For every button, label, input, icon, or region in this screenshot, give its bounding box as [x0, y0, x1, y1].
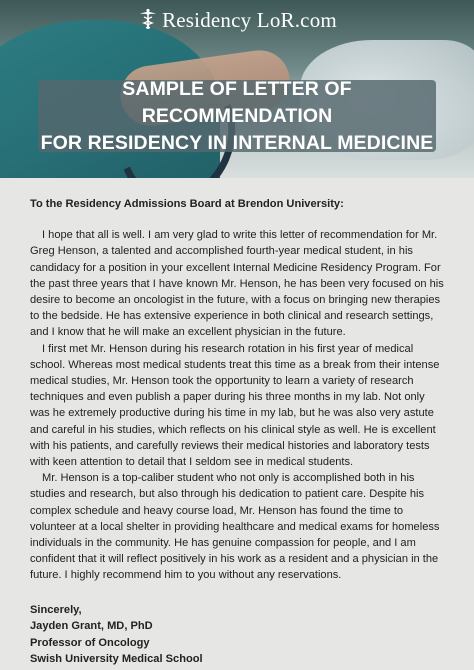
letter-closing: Sincerely,	[30, 603, 82, 616]
letter-salutation: To the Residency Admissions Board at Brendon University:	[30, 198, 344, 210]
title-line-1: SAMPLE OF LETTER OF RECOMMENDATION	[122, 77, 352, 127]
site-logo[interactable]	[0, 8, 474, 36]
page-title	[38, 77, 436, 154]
letter-signature	[30, 602, 446, 668]
letter-paragraph-3: Mr. Henson is a top-caliber student who not only is accomplished both in his studies and research, but also through his dedication to patient care. Despite his complex schedule and heavy course load, Mr. Henson has found the time to volunteer at a local shelter in providing healthcare and medical exams for homeless individuals in the community. He has genuine compassion for people, and I am confident that it will reflect positively in his work as a resident and a physician in the future. I highly recommend him to you without any reservations.	[30, 472, 440, 582]
header-photo	[0, 0, 474, 178]
logo-text: Residency LoR.com	[162, 8, 337, 32]
title-line-2: FOR RESIDENCY IN INTERNAL MEDICINE	[40, 131, 434, 154]
signer-institution: Swish University Medical School	[30, 653, 203, 666]
letter-paragraph-1: I hope that all is well. I am very glad to write this letter of recommendation for Mr. Greg Henson, a talented and accomplished fourth-year medical student, in his candidacy for a position in your excellent Internal Medicine Residency Program. For the past three years that I have known Mr. Henson, he has been very focused on his desire to become an oncologist in the future, with a focus on bringing new therapies to the bedside. He has extensive experience in both clinical and research settings, and I know that he will make an excellent physician in the future.	[30, 229, 444, 339]
letter-paragraph-2: I first met Mr. Henson during his research rotation in his first year of medical school. Whereas most medical students treat this time as a break from their intense medical studies, Mr. Henson took the opportunity to learn a variety of research techniques and even publish a paper during his three months in my lab. Not only was he extremely productive during his time in my lab, but he was also very astute and careful in his studies, which reflects on his clinical style as well. He is excellent with his patients, and carefully reviews their medical histories and laboratory tests with keen attention to detail that I seldom see in medical students.	[30, 342, 440, 469]
caduceus-icon	[137, 8, 159, 36]
letter-body	[30, 196, 446, 668]
signer-name: Jayden Grant, MD, PhD	[30, 620, 153, 633]
signer-title: Professor of Oncology	[30, 636, 150, 649]
